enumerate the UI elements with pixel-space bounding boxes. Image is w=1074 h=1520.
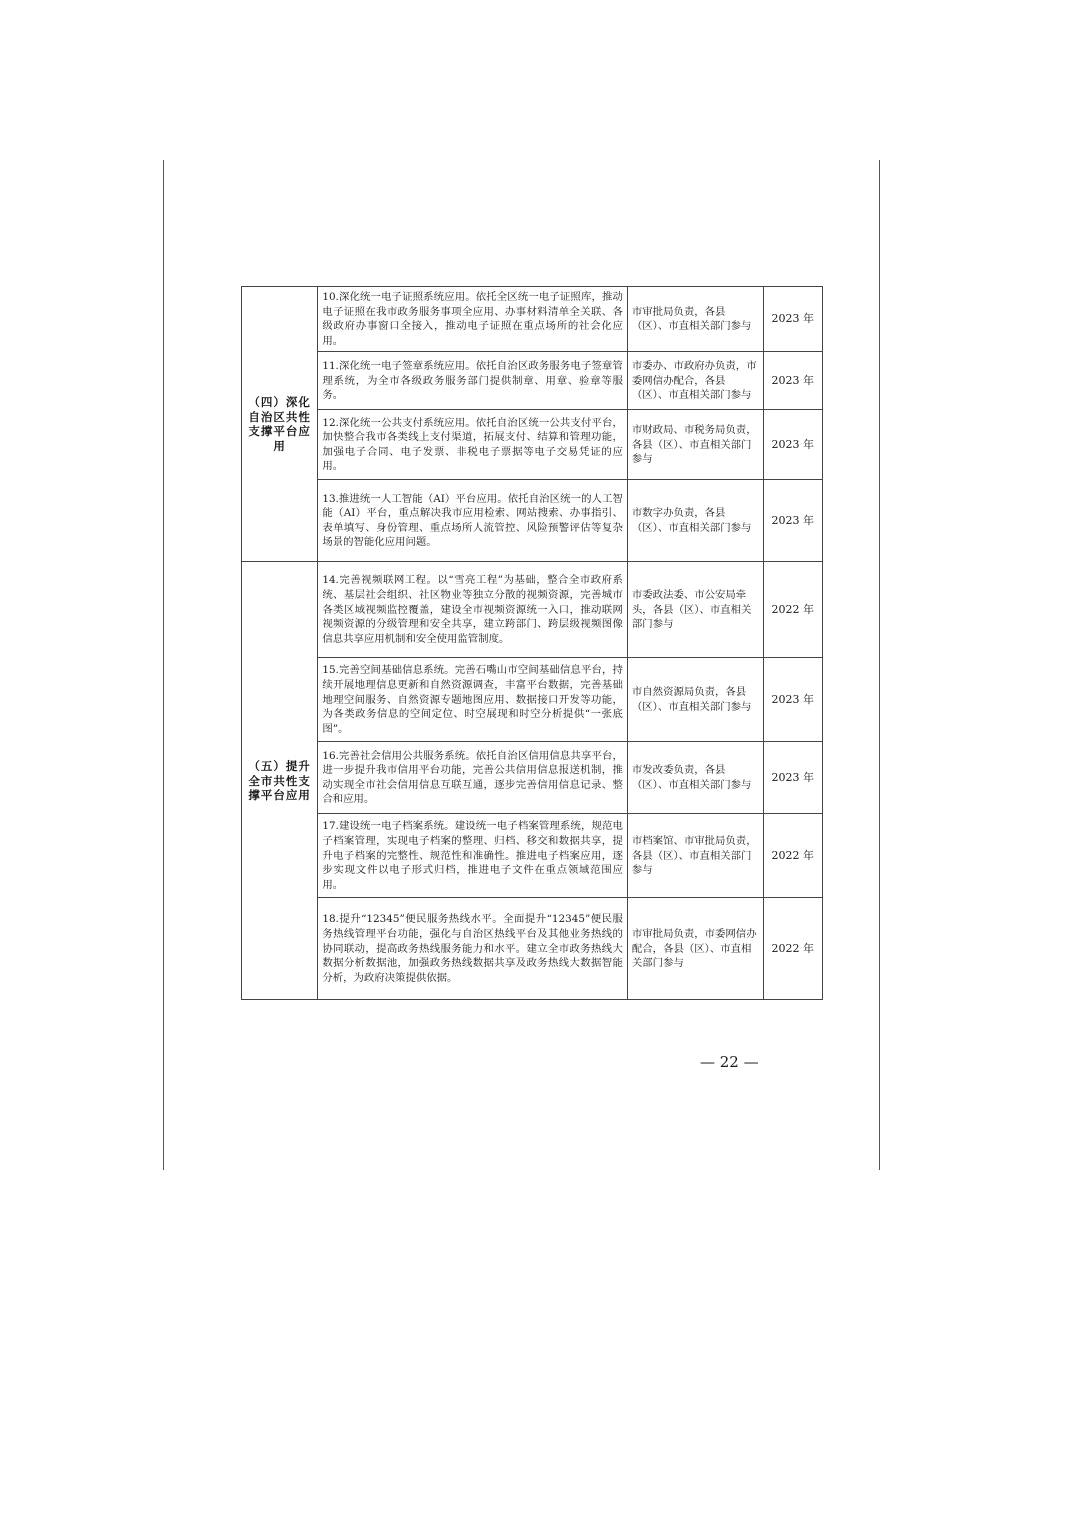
- task-cell: 15.完善空间基础信息系统。完善石嘴山市空间基础信息平台，持续开展地理信息更新和自然资源调查，丰富平台数据，完善基础地理空间服务、自然资源专题地图应用、数据接口开发等功能，为各类政务信息的空间定位、时空展现和时空分析提供“一张底图”。: [318, 658, 628, 742]
- task-cell: 17.建设统一电子档案系统。建设统一电子档案管理系统，规范电子档案管理，实现电子档案的整理、归档、移交和数据共享，提升电子档案的完整性、规范性和准确性。推进电子档案应用，逐步实现文件以电子形式归档，推进电子文件在重点领域范围应用。: [318, 814, 628, 898]
- task-cell: 18.提升“12345”便民服务热线水平。全面提升“12345”便民服务热线管理平台功能，强化与自治区热线平台及其他业务热线的协同联动，提高政务热线服务能力和水平。建立全市政务热线大数据分析数据池，加强政务热线数据共享及政务热线大数据智能分析，为政府决策提供依据。: [318, 898, 628, 1000]
- table-row: [242, 814, 823, 898]
- table-row: [242, 898, 823, 1000]
- responsible-cell: 市委办、市政府办负责，市委网信办配合，各县（区）、市直相关部门参与: [627, 352, 763, 410]
- right-margin-line: [879, 160, 880, 1170]
- table-row: [242, 742, 823, 814]
- responsible-cell: 市审批局负责，市委网信办配合，各县（区）、市直相关部门参与: [627, 898, 763, 1000]
- task-cell: 10.深化统一电子证照系统应用。依托全区统一电子证照库，推动电子证照在我市政务服务事项全应用、办事材料清单全关联、各级政府办事窗口全接入，推动电子证照在重点场所的社会化应用。: [318, 287, 628, 352]
- year-cell: 2023 年: [763, 658, 822, 742]
- year-cell: 2022 年: [763, 898, 822, 1000]
- responsible-cell: 市委政法委、市公安局牵头，各县（区）、市直相关部门参与: [627, 562, 763, 658]
- year-cell: 2022 年: [763, 562, 822, 658]
- table-row: [242, 562, 823, 658]
- task-cell: 11.深化统一电子签章系统应用。依托自治区政务服务电子签章管理系统，为全市各级政务服务部门提供制章、用章、验章等服务。: [318, 352, 628, 410]
- category-cell: （四）深化自治区共性支撑平台应用: [242, 287, 318, 562]
- category-cell: （五）提升全市共性支撑平台应用: [242, 562, 318, 1000]
- year-cell: 2023 年: [763, 352, 822, 410]
- responsible-cell: 市数字办负责，各县（区）、市直相关部门参与: [627, 480, 763, 562]
- year-cell: 2023 年: [763, 287, 822, 352]
- year-cell: 2023 年: [763, 742, 822, 814]
- table-row: [242, 480, 823, 562]
- responsible-cell: 市档案馆、市审批局负责，各县（区）、市直相关部门参与: [627, 814, 763, 898]
- year-cell: 2023 年: [763, 410, 822, 480]
- table-row: [242, 352, 823, 410]
- task-cell: 12.深化统一公共支付系统应用。依托自治区统一公共支付平台，加快整合我市各类线上支付渠道，拓展支付、结算和管理功能，加强电子合同、电子发票、非税电子票据等电子交易凭证的应用。: [318, 410, 628, 480]
- table-row: [242, 658, 823, 742]
- year-cell: 2023 年: [763, 480, 822, 562]
- task-cell: 16.完善社会信用公共服务系统。依托自治区信用信息共享平台，进一步提升我市信用平台功能，完善公共信用信息报送机制，推动实现全市社会信用信息互联互通，逐步完善信用信息记录、整合和应用。: [318, 742, 628, 814]
- table-row: [242, 410, 823, 480]
- responsible-cell: 市发改委负责，各县（区）、市直相关部门参与: [627, 742, 763, 814]
- task-cell: 14.完善视频联网工程。以“雪亮工程”为基础，整合全市政府系统、基层社会组织、社区物业等独立分散的视频资源，完善城市各类区域视频监控覆盖，建设全市视频资源统一入口，推动联网视频资源的分级管理和安全共享，建立跨部门、跨层级视频图像信息共享应用机制和安全使用监管制度。: [318, 562, 628, 658]
- responsible-cell: 市审批局负责，各县（区）、市直相关部门参与: [627, 287, 763, 352]
- responsible-cell: 市财政局、市税务局负责，各县（区）、市直相关部门参与: [627, 410, 763, 480]
- table-row: [242, 287, 823, 352]
- page-number: — 22 —: [700, 1053, 759, 1071]
- responsible-cell: 市自然资源局负责，各县（区）、市直相关部门参与: [627, 658, 763, 742]
- task-table: [241, 286, 823, 1000]
- left-margin-line: [163, 160, 164, 1170]
- year-cell: 2022 年: [763, 814, 822, 898]
- task-cell: 13.推进统一人工智能（AI）平台应用。依托自治区统一的人工智能（AI）平台，重点解决我市应用检索、网站搜索、办事指引、表单填写、身份管理、重点场所人流管控、风险预警评估等复杂场景的智能化应用问题。: [318, 480, 628, 562]
